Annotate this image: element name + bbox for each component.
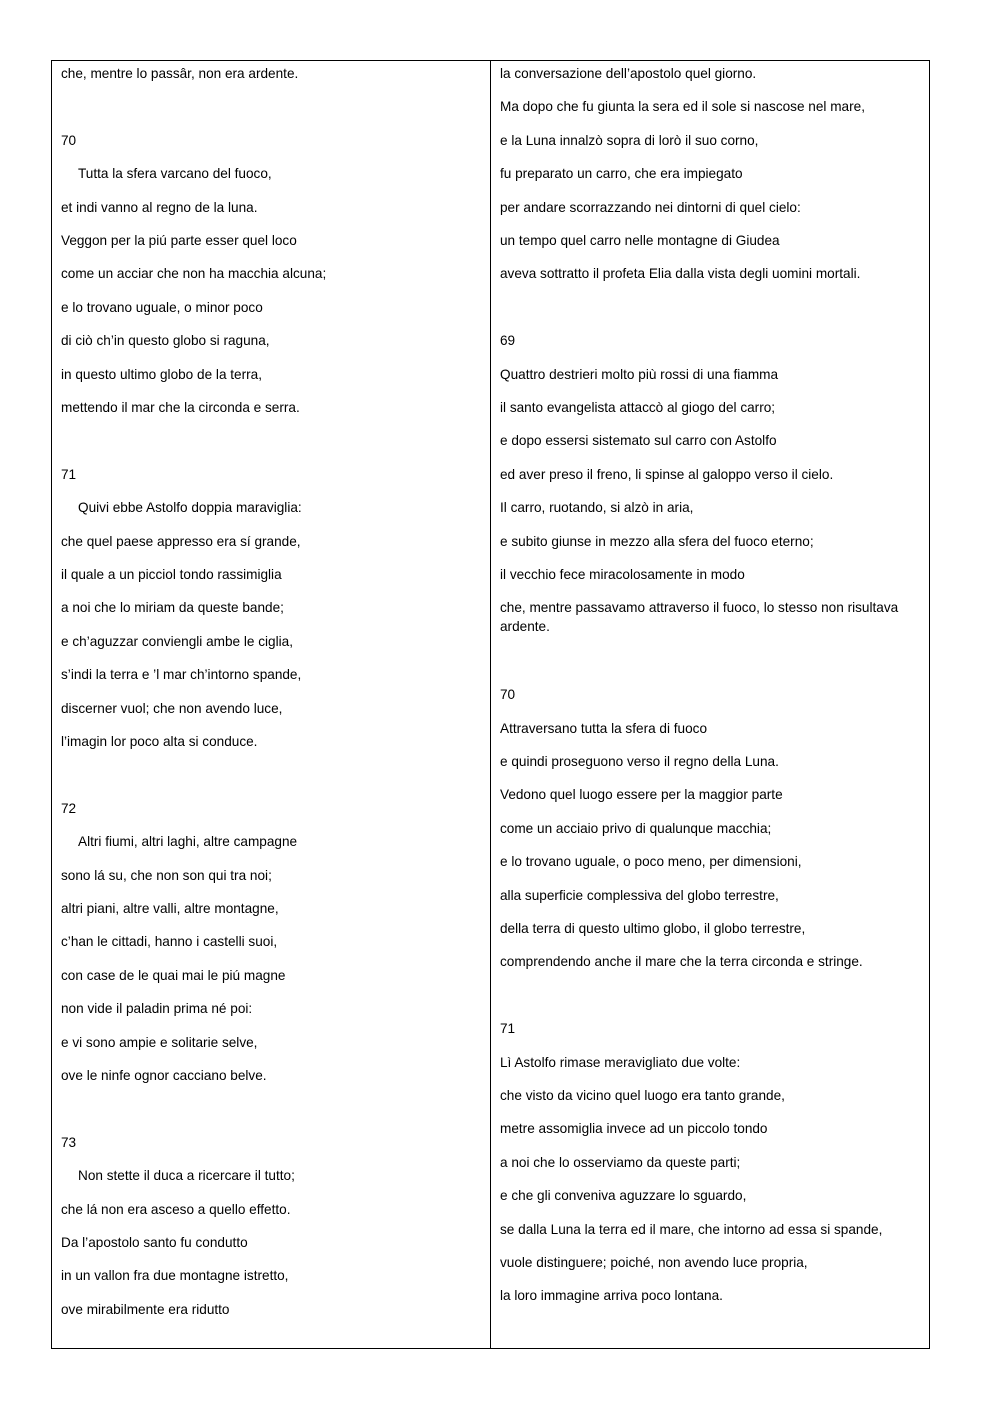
translation-line: Il carro, ruotando, si alzò in aria, (500, 500, 694, 516)
translation-line: e subito giunse in mezzo alla sfera del fuoco eterno; (500, 533, 814, 549)
translation-line: la loro immagine arriva poco lontana. (500, 1288, 723, 1304)
verse-line: c’han le cittadi, hanno i castelli suoi, (61, 934, 278, 950)
translation-line: e lo trovano uguale, o poco meno, per dimensioni, (500, 854, 802, 870)
stanza-number: 72 (61, 800, 77, 816)
translation-line: Quattro destrieri molto più rossi di una fiamma (500, 366, 779, 382)
verse-line: il quale a un picciol tondo rassimiglia (61, 567, 282, 582)
translation-line: comprendendo anche il mare che la terra circonda e stringe. (500, 954, 863, 970)
translation-line: Ma dopo che fu giunta la sera ed il sole si nascose nel mare, (500, 99, 865, 115)
translation-line: se dalla Luna la terra ed il mare, che intorno ad essa si spande, (500, 1221, 883, 1237)
translation-line: fu preparato un carro, che era impiegato (500, 166, 743, 182)
stanza-number: 71 (61, 466, 77, 482)
stanza-number: 71 (500, 1021, 516, 1037)
translation-line: il santo evangelista attaccò al giogo del carro; (500, 400, 776, 415)
translation-line: un tempo quel carro nelle montagne di Giudea (500, 233, 780, 248)
left-column-original-text (52, 61, 491, 1348)
translation-line: Attraversano tutta la sfera di fuoco (500, 720, 708, 736)
translation-line: e che gli conveniva aguzzare lo sguardo, (500, 1188, 747, 1204)
verse-line: di ciò ch’in questo globo si raguna, (61, 333, 270, 349)
verse-line: Quivi ebbe Astolfo doppia maraviglia: (78, 500, 302, 516)
verse-line: con case de le quai mai le piú magne (61, 967, 286, 983)
verse-line: che, mentre lo passâr, non era ardente. (61, 66, 299, 81)
verse-line: Non stette il duca a ricercare il tutto; (78, 1168, 295, 1184)
verse-line: ove mirabilmente era ridutto (61, 1301, 230, 1317)
verse-line: s’indi la terra e ’l mar ch’intorno spande, (61, 667, 302, 683)
verse-line: discerner vuol; che non avendo luce, (61, 700, 283, 716)
verse-line: sono lá su, che non son qui tra noi; (61, 867, 272, 883)
translation-line: che visto da vicino quel luogo era tanto grande, (500, 1088, 785, 1103)
translation-line: Vedono quel luogo essere per la maggior parte (500, 787, 783, 803)
verse-line: Tutta la sfera varcano del fuoco, (78, 166, 272, 182)
verse-line: che lá non era asceso a quello effetto. (61, 1201, 291, 1217)
translation-line: e dopo essersi sistemato sul carro con Astolfo (500, 433, 777, 449)
two-column-table (51, 60, 930, 1349)
translation-line: la conversazione dell’apostolo quel giorno. (500, 66, 757, 81)
verse-line: in questo ultimo globo de la terra, (61, 366, 263, 382)
translation-line: ed aver preso il freno, li spinse al galoppo verso il cielo. (500, 466, 834, 482)
translation-line: aveva sottratto il profeta Elia dalla vista degli uomini mortali. (500, 266, 861, 282)
verse-line: altri piani, altre valli, altre montagne, (61, 901, 279, 916)
verse-line: Altri fiumi, altri laghi, altre campagne (78, 834, 298, 850)
translation-line: e la Luna innalzò sopra di lorò il suo corno, (500, 132, 759, 148)
verse-line: Veggon per la piú parte esser quel loco (61, 233, 297, 248)
stanza-number: 69 (500, 333, 516, 349)
translation-line: a noi che lo osserviamo da queste parti; (500, 1154, 741, 1170)
translation-line: per andare scorrazzando nei dintorni di quel cielo: (500, 199, 801, 215)
verse-line: a noi che lo miriam da queste bande; (61, 600, 284, 616)
translation-line: come un acciaio privo di qualunque macchia; (500, 820, 772, 836)
verse-line: non vide il paladin prima né poi: (61, 1001, 253, 1017)
verse-line: et indi vanno al regno de la luna. (61, 199, 258, 215)
verse-line: l’imagin lor poco alta si conduce. (61, 734, 258, 749)
translation-line: e quindi proseguono verso il regno della Luna. (500, 754, 779, 769)
right-column-translation (491, 61, 929, 1348)
stanza-number: 73 (61, 1134, 77, 1150)
verse-line: mettendo il mar che la circonda e serra. (61, 400, 300, 415)
verse-line: e ch’aguzzar conviengli ambe le ciglia, (61, 633, 293, 649)
verse-line: e lo trovano uguale, o minor poco (61, 299, 263, 315)
verse-line: Da l’apostolo santo fu condutto (61, 1235, 248, 1250)
verse-line: come un acciar che non ha macchia alcuna; (61, 266, 327, 282)
translation-line: metre assomiglia invece ad un piccolo tondo (500, 1121, 768, 1137)
stanza-number: 70 (61, 132, 77, 148)
verse-line: ove le ninfe ognor cacciano belve. (61, 1068, 267, 1083)
translation-line: Lì Astolfo rimase meravigliato due volte: (500, 1054, 741, 1070)
verse-line: che quel paese appresso era sí grande, (61, 533, 301, 549)
translation-line: il vecchio fece miracolosamente in modo (500, 567, 745, 582)
stanza-number: 70 (500, 687, 516, 703)
verse-line: e vi sono ampie e solitarie selve, (61, 1034, 258, 1050)
translation-line: che, mentre passavamo attraverso il fuoco, lo stesso non risultava ardente. (500, 600, 902, 635)
verse-line: in un vallon fra due montagne istretto, (61, 1268, 289, 1284)
translation-line: della terra di questo ultimo globo, il globo terrestre, (500, 921, 806, 936)
translation-line: vuole distinguere; poiché, non avendo luce propria, (500, 1255, 808, 1270)
translation-line: alla superficie complessiva del globo terrestre, (500, 887, 779, 903)
